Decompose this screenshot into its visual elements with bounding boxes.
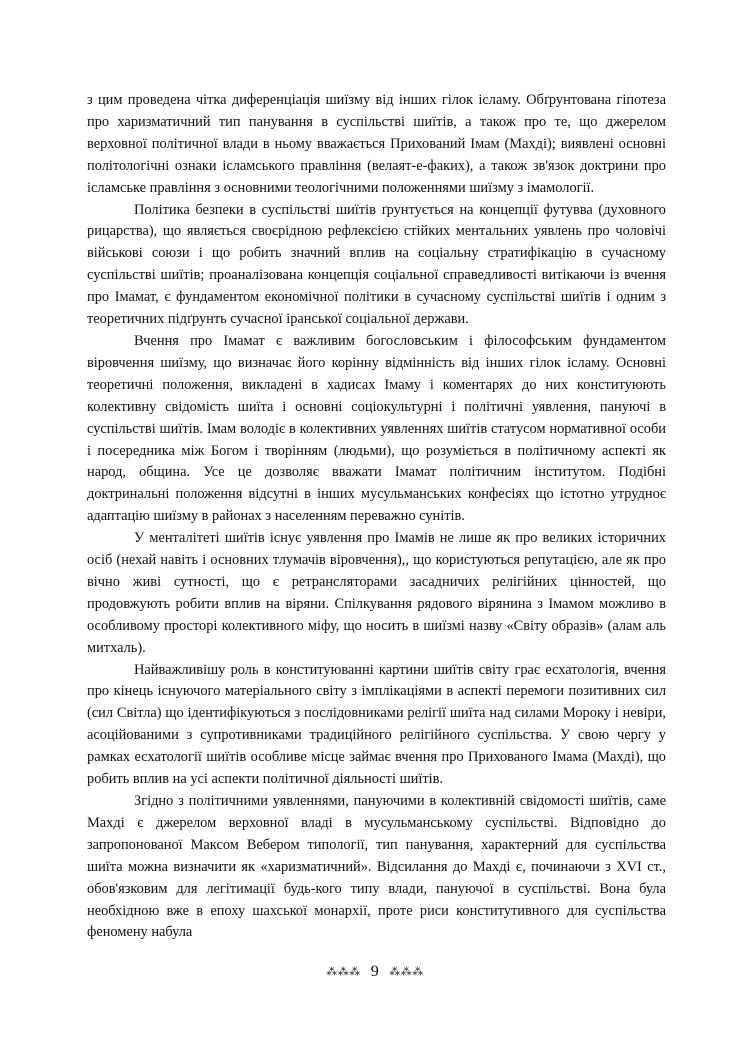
ornament-left-icon: ⁂⁂⁂: [326, 965, 361, 978]
paragraph-5: Найважливішу роль в конституюванні картини шиїтів світу грає есхатологія, вчення про кінець існуючого матеріального світу з імплікаціями в аспекті перемоги позитивних сил (сил Світла) що ідентифікуються з послідовниками релігії шиїта над силами Мороку і невіри, асоційованими з супротивниками традиційного релігійного суспільства. У свою чергу у рамках есхатології шиїтів особливе місце займає вчення про Прихованого Імама (Махді), що робить вплив на усі аспекти політичної діяльності шиїтів.: [87, 661, 666, 788]
paragraph-1: з цим проведена чітка диференціація шиїзму від інших гілок ісламу. Обґрунтована гіпотеза про харизматичний тип панування в суспільстві шиїтів, а також про те, що джерелом верховної політичної влади в ньому вважається Прихований Імам (Махді); виявлені основні політологічні ознаки ісламського правління (велаят-е-факих), а також зв'язок доктрини про ісламське правління з основними теологічними положеннями шиїзму з імамології.: [87, 92, 666, 196]
page-body: [87, 90, 666, 944]
paragraph-3: Вчення про Імамат є важливим богословським і філософським фундаментом віровчення шиїзму, що визначає його корінну відмінність від інших гілок ісламу. Основні теоретичні положення, викладені в хадисах Імаму і коментарях до них конституюють колективну свідомість шиїта і основні соціокультурні і політичні уявлення, пануючі в суспільстві шиїтів. Імам володіє в колективних уявленнях шиїтів статусом нормативної особи і посередника між Богом і творінням (людьми), що розуміється в політичному аспекті як народ, община. Усе це дозволяє вважати Імамат політичним інститутом. Подібні доктринальні положення відсутні в інших мусульманських конфесіях що істотно утрудноє адаптацію шиїзму в районах з населенням переважно сунітів.: [87, 332, 666, 525]
paragraph-2: Політика безпеки в суспільстві шиїтів ґрунтується на концепції футувва (духовного рицарства), що являється своєрідною рефлексією стійких ментальних уявлень про чоловічі військові союзи і що робить значний вплив на соціальну стратифікацію в сучасному суспільстві шиїтів; проаналізована концепція соціальної справедливості витікаючи із вчення про Імамат, є фундаментом економічної політики в сучасному суспільстві шиїтів і одним з теоретичних підґрунть сучасної іранської соціальної держави.: [87, 201, 666, 328]
page-footer: [0, 963, 750, 981]
paragraph-6: Згідно з політичними уявленнями, пануючими в колективній свідомості шиїтів, саме Махді є джерелом верховної владі в мусульманському суспільстві. Відповідно до запропонованої Максом Вебером типології, тип панування, характерний для суспільства шиїта можна визначити як «харизматичний». Відсилання до Махді є, починаючи з XVI ст., обов'язковим для легітимації будь-кого типу влади, пануючої в суспільстві. Вона була необхідною вже в епоху шахської монархії, проте риси конститутивного для суспільства феномену набула: [87, 793, 666, 941]
paragraph-4: У менталітеті шиїтів існує уявлення про Імамів не лише як про великих історичних осіб (нехай навіть і основних тлумачів віровчення),, що користуються репутацією, але як про вічно живі сутності, що є ретрансляторами засадничих релігійних цінностей, що продовжують робити вплив на віряни. Спілкування рядового вірянина з Імамом можливо в особливому просторі колективного міфу, що носить в шиїзмі назву «Світу образів» (алам аль митхаль).: [87, 530, 666, 656]
ornament-right-icon: ⁂⁂⁂: [389, 965, 424, 978]
page-number: 9: [370, 963, 380, 980]
